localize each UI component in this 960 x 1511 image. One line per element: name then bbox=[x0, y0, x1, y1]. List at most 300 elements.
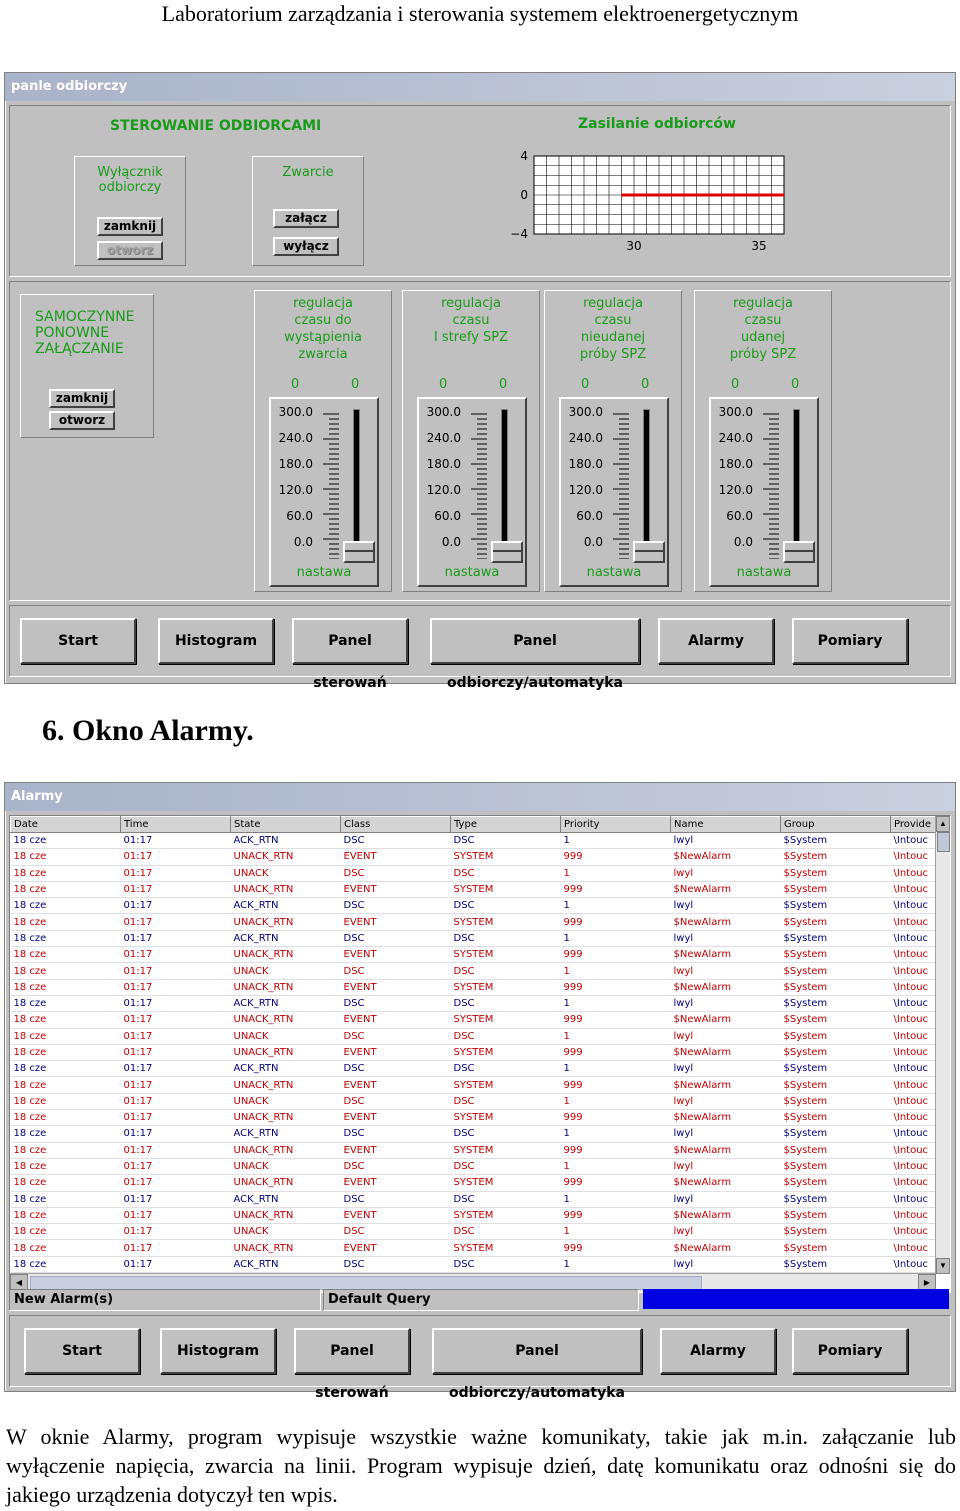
table-cell: 999 bbox=[561, 1142, 671, 1158]
chart-x-tick: 30 bbox=[626, 239, 642, 253]
table-row[interactable] bbox=[11, 1093, 937, 1109]
scroll-up-icon[interactable]: ▲ bbox=[936, 816, 950, 832]
scale-label: 120.0 bbox=[568, 483, 603, 497]
table-cell: 01:17 bbox=[121, 1191, 231, 1207]
table-cell: EVENT bbox=[341, 947, 451, 963]
slider-control[interactable] bbox=[269, 397, 379, 587]
table-row[interactable] bbox=[11, 1044, 937, 1060]
fault-on-button[interactable]: załącz bbox=[273, 209, 339, 228]
alarm-nav-bar bbox=[9, 1315, 951, 1401]
table-cell: 1 bbox=[561, 1126, 671, 1142]
table-cell: DSC bbox=[341, 1028, 451, 1044]
table-cell: 1 bbox=[561, 963, 671, 979]
table-cell: $System bbox=[781, 963, 891, 979]
slider-value-right: 0 bbox=[499, 377, 508, 392]
slider-track bbox=[353, 409, 360, 561]
table-cell: $System bbox=[781, 833, 891, 849]
table-row[interactable] bbox=[11, 1061, 937, 1077]
table-row[interactable] bbox=[11, 1077, 937, 1093]
table-cell: $System bbox=[781, 1256, 891, 1272]
table-cell: \Intouc bbox=[891, 849, 937, 865]
table-cell: 18 cze bbox=[11, 914, 121, 930]
table-row[interactable] bbox=[11, 1224, 937, 1240]
table-cell: SYSTEM bbox=[451, 1240, 561, 1256]
slider-setpoint-label: nastawa bbox=[736, 565, 792, 580]
table-cell: \Intouc bbox=[891, 914, 937, 930]
table-cell: 18 cze bbox=[11, 1012, 121, 1028]
slider-panel-2 bbox=[402, 290, 540, 592]
scale-label: 300.0 bbox=[278, 405, 313, 419]
table-cell: $System bbox=[781, 1207, 891, 1223]
alarm-table-frame bbox=[9, 815, 951, 1293]
table-cell: $System bbox=[781, 849, 891, 865]
table-cell: SYSTEM bbox=[451, 1175, 561, 1191]
table-cell: EVENT bbox=[341, 849, 451, 865]
slider-value-right: 0 bbox=[791, 377, 800, 392]
table-cell: \Intouc bbox=[891, 1256, 937, 1272]
scale-label: 120.0 bbox=[426, 483, 461, 497]
table-cell: 01:17 bbox=[121, 881, 231, 897]
table-cell: $System bbox=[781, 1240, 891, 1256]
slider-value-left: 0 bbox=[439, 377, 448, 392]
col-class-header[interactable]: Class bbox=[341, 817, 451, 833]
table-row[interactable] bbox=[11, 1028, 937, 1044]
table-cell: DSC bbox=[341, 865, 451, 881]
slider-thumb[interactable] bbox=[343, 541, 375, 563]
supply-chart bbox=[504, 150, 784, 270]
table-cell: $NewAlarm bbox=[671, 1240, 781, 1256]
table-cell: EVENT bbox=[341, 1012, 451, 1028]
table-cell: SYSTEM bbox=[451, 1142, 561, 1158]
table-cell: $System bbox=[781, 995, 891, 1011]
table-cell: $System bbox=[781, 1061, 891, 1077]
table-cell: UNACK_RTN bbox=[231, 1175, 341, 1191]
table-cell: \Intouc bbox=[891, 833, 937, 849]
table-cell: 1 bbox=[561, 1093, 671, 1109]
table-cell: 18 cze bbox=[11, 1207, 121, 1223]
spz-box bbox=[20, 294, 154, 438]
table-cell: 999 bbox=[561, 947, 671, 963]
table-cell: 18 cze bbox=[11, 995, 121, 1011]
slider-label: regulacja bbox=[733, 296, 793, 311]
table-cell: ACK_RTN bbox=[231, 995, 341, 1011]
table-cell: UNACK bbox=[231, 1158, 341, 1174]
vertical-scrollbar[interactable] bbox=[935, 816, 950, 1274]
spz-label-1: SAMOCZYNNE bbox=[35, 309, 135, 325]
slider-label: regulacja bbox=[583, 296, 643, 311]
table-cell: ACK_RTN bbox=[231, 1191, 341, 1207]
chart-y-tick: −4 bbox=[510, 227, 528, 241]
table-cell: DSC bbox=[341, 1224, 451, 1240]
table-cell: 18 cze bbox=[11, 1256, 121, 1272]
table-cell: 01:17 bbox=[121, 1224, 231, 1240]
table-cell: UNACK_RTN bbox=[231, 1077, 341, 1093]
table-cell: $System bbox=[781, 1142, 891, 1158]
slider-thumb[interactable] bbox=[633, 541, 665, 563]
slider-track bbox=[793, 409, 800, 561]
table-cell: $NewAlarm bbox=[671, 979, 781, 995]
table-row[interactable] bbox=[11, 1158, 937, 1174]
slider-label: I strefy SPZ bbox=[433, 330, 509, 345]
status-new-alarms: New Alarm(s) bbox=[9, 1289, 321, 1311]
scale-label: 180.0 bbox=[568, 457, 603, 471]
table-row[interactable] bbox=[11, 898, 937, 914]
nav-control-panel-button[interactable]: Panel sterowań bbox=[292, 618, 408, 664]
slider-panel-3 bbox=[544, 290, 682, 592]
table-cell: 999 bbox=[561, 881, 671, 897]
table-cell: 18 cze bbox=[11, 1077, 121, 1093]
table-cell: lwyl bbox=[671, 898, 781, 914]
slider-control[interactable] bbox=[417, 397, 527, 587]
table-row[interactable] bbox=[11, 963, 937, 979]
table-cell: $NewAlarm bbox=[671, 914, 781, 930]
table-cell: UNACK_RTN bbox=[231, 1207, 341, 1223]
table-cell: 18 cze bbox=[11, 963, 121, 979]
table-cell: 999 bbox=[561, 914, 671, 930]
slider-control[interactable] bbox=[559, 397, 669, 587]
table-cell: \Intouc bbox=[891, 881, 937, 897]
scroll-down-icon[interactable]: ▼ bbox=[936, 1258, 950, 1274]
slider-control[interactable] bbox=[709, 397, 819, 587]
table-cell: SYSTEM bbox=[451, 914, 561, 930]
col-name-header[interactable]: Name bbox=[671, 817, 781, 833]
table-cell: 999 bbox=[561, 1012, 671, 1028]
table-cell: 18 cze bbox=[11, 1142, 121, 1158]
table-cell: $NewAlarm bbox=[671, 849, 781, 865]
scale-label: 240.0 bbox=[278, 431, 313, 445]
table-cell: $System bbox=[781, 1158, 891, 1174]
table-cell: $System bbox=[781, 1191, 891, 1207]
table-row[interactable] bbox=[11, 979, 937, 995]
description-paragraph: W oknie Alarmy, program wypisuje wszystkie ważne komunikaty, takie jak m.in. załączanie lub wyłączenie napięcia, zwarcia na linii. Program wypisuje dzień, datę komunikatu oraz odnośni się do jakiego urządzenia dotyczył ten wpis. bbox=[6, 1424, 956, 1507]
table-row[interactable] bbox=[11, 833, 937, 849]
table-cell: 01:17 bbox=[121, 1142, 231, 1158]
table-cell: SYSTEM bbox=[451, 1077, 561, 1093]
panel-window bbox=[4, 72, 956, 691]
table-cell: 01:17 bbox=[121, 1256, 231, 1272]
table-cell: 18 cze bbox=[11, 1224, 121, 1240]
table-cell: ACK_RTN bbox=[231, 930, 341, 946]
slider-value-right: 0 bbox=[641, 377, 650, 392]
breaker-open-button[interactable]: otworz bbox=[97, 241, 163, 260]
slider-label: wystąpienia bbox=[284, 330, 362, 345]
table-cell: UNACK bbox=[231, 1224, 341, 1240]
table-cell: 18 cze bbox=[11, 979, 121, 995]
table-cell: SYSTEM bbox=[451, 1110, 561, 1126]
table-cell: 01:17 bbox=[121, 947, 231, 963]
slider-setpoint-label: nastawa bbox=[586, 565, 642, 580]
table-cell: DSC bbox=[451, 1191, 561, 1207]
table-cell: 1 bbox=[561, 865, 671, 881]
table-cell: 18 cze bbox=[11, 1126, 121, 1142]
table-cell: DSC bbox=[341, 1061, 451, 1077]
chart-title: Zasilanie odbiorców bbox=[578, 116, 736, 132]
table-cell: 01:17 bbox=[121, 1061, 231, 1077]
slider-thumb[interactable] bbox=[491, 541, 523, 563]
table-cell: 18 cze bbox=[11, 1158, 121, 1174]
alarm-window-title: Alarmy bbox=[5, 783, 955, 811]
slider-ticks bbox=[321, 409, 341, 559]
slider-ticks bbox=[761, 409, 781, 559]
table-cell: $System bbox=[781, 1126, 891, 1142]
table-cell: \Intouc bbox=[891, 898, 937, 914]
table-cell: 01:17 bbox=[121, 1012, 231, 1028]
table-cell: 1 bbox=[561, 833, 671, 849]
table-cell: lwyl bbox=[671, 1028, 781, 1044]
table-cell: $System bbox=[781, 1110, 891, 1126]
table-cell: 18 cze bbox=[11, 930, 121, 946]
table-cell: 1 bbox=[561, 1061, 671, 1077]
table-row[interactable] bbox=[11, 930, 937, 946]
table-cell: 1 bbox=[561, 1028, 671, 1044]
table-cell: DSC bbox=[451, 1093, 561, 1109]
table-cell: lwyl bbox=[671, 995, 781, 1011]
table-cell: lwyl bbox=[671, 1224, 781, 1240]
table-row[interactable] bbox=[11, 881, 937, 897]
table-cell: 1 bbox=[561, 930, 671, 946]
status-bar bbox=[9, 1289, 949, 1311]
table-cell: ACK_RTN bbox=[231, 898, 341, 914]
table-cell: $System bbox=[781, 1175, 891, 1191]
scroll-thumb[interactable] bbox=[937, 832, 950, 852]
table-cell: DSC bbox=[451, 833, 561, 849]
table-cell: 01:17 bbox=[121, 1175, 231, 1191]
table-cell: 01:17 bbox=[121, 1110, 231, 1126]
table-row[interactable] bbox=[11, 947, 937, 963]
table-cell: $System bbox=[781, 898, 891, 914]
fault-label: Zwarcie bbox=[282, 165, 334, 180]
table-cell: 1 bbox=[561, 1256, 671, 1272]
slider-setpoint-label: nastawa bbox=[296, 565, 352, 580]
table-cell: DSC bbox=[341, 1191, 451, 1207]
table-cell: 18 cze bbox=[11, 898, 121, 914]
scale-label: 240.0 bbox=[568, 431, 603, 445]
table-row[interactable] bbox=[11, 1126, 937, 1142]
table-cell: \Intouc bbox=[891, 1240, 937, 1256]
h-scroll-thumb[interactable] bbox=[30, 1276, 702, 1290]
table-row[interactable] bbox=[11, 1110, 937, 1126]
table-cell: 999 bbox=[561, 1077, 671, 1093]
table-cell: $System bbox=[781, 1077, 891, 1093]
table-cell: EVENT bbox=[341, 979, 451, 995]
table-cell: 999 bbox=[561, 979, 671, 995]
table-cell: UNACK_RTN bbox=[231, 1110, 341, 1126]
slider-label: czasu bbox=[452, 313, 490, 328]
slider-label: regulacja bbox=[293, 296, 353, 311]
slider-value-left: 0 bbox=[731, 377, 740, 392]
table-cell: 18 cze bbox=[11, 865, 121, 881]
scale-label: 180.0 bbox=[426, 457, 461, 471]
table-cell: SYSTEM bbox=[451, 1207, 561, 1223]
slider-label: czasu bbox=[744, 313, 782, 328]
alarm-nav-control-panel-button[interactable]: Panel sterowań bbox=[294, 1328, 410, 1374]
table-row[interactable] bbox=[11, 1240, 937, 1256]
col-time-header[interactable]: Time bbox=[121, 817, 231, 833]
table-cell: 999 bbox=[561, 1110, 671, 1126]
scale-label: 60.0 bbox=[286, 509, 313, 523]
table-cell: 999 bbox=[561, 849, 671, 865]
alarm-nav-receiver-panel-button[interactable]: Panel odbiorczy/automatyka bbox=[432, 1328, 642, 1374]
table-cell: $NewAlarm bbox=[671, 1077, 781, 1093]
nav-start-button[interactable]: Start bbox=[20, 618, 136, 664]
table-cell: lwyl bbox=[671, 930, 781, 946]
table-cell: $System bbox=[781, 930, 891, 946]
alarm-nav-alarms-button[interactable]: Alarmy bbox=[660, 1328, 776, 1374]
table-cell: UNACK_RTN bbox=[231, 881, 341, 897]
table-row[interactable] bbox=[11, 1012, 937, 1028]
document-header: Laboratorium zarządzania i sterowania systemem elektroenergetycznym bbox=[161, 1, 799, 26]
table-cell: lwyl bbox=[671, 1061, 781, 1077]
table-cell: DSC bbox=[451, 930, 561, 946]
scale-label: 60.0 bbox=[726, 509, 753, 523]
col-type-header[interactable]: Type bbox=[451, 817, 561, 833]
table-cell: \Intouc bbox=[891, 1142, 937, 1158]
scale-label: 240.0 bbox=[426, 431, 461, 445]
slider-value-left: 0 bbox=[581, 377, 590, 392]
table-cell: lwyl bbox=[671, 833, 781, 849]
table-row[interactable] bbox=[11, 849, 937, 865]
table-cell: lwyl bbox=[671, 1093, 781, 1109]
table-cell: 999 bbox=[561, 1240, 671, 1256]
table-cell: $System bbox=[781, 865, 891, 881]
table-cell: EVENT bbox=[341, 1142, 451, 1158]
slider-label: czasu do bbox=[294, 313, 352, 328]
table-cell: 01:17 bbox=[121, 979, 231, 995]
col-group-header[interactable]: Group bbox=[781, 817, 891, 833]
table-cell: 01:17 bbox=[121, 1044, 231, 1060]
table-cell: \Intouc bbox=[891, 1061, 937, 1077]
slider-label: czasu bbox=[594, 313, 632, 328]
table-row[interactable] bbox=[11, 1207, 937, 1223]
scroll-left-icon[interactable]: ◀ bbox=[10, 1274, 28, 1292]
table-row[interactable] bbox=[11, 1256, 937, 1272]
table-cell: EVENT bbox=[341, 914, 451, 930]
status-query: Default Query bbox=[323, 1289, 639, 1311]
table-cell: $NewAlarm bbox=[671, 1012, 781, 1028]
table-cell: \Intouc bbox=[891, 865, 937, 881]
col-priority-header[interactable]: Priority bbox=[561, 817, 671, 833]
table-cell: 01:17 bbox=[121, 833, 231, 849]
nav-histogram-button[interactable]: Histogram bbox=[158, 618, 274, 664]
table-cell: lwyl bbox=[671, 1256, 781, 1272]
table-row[interactable] bbox=[11, 1142, 937, 1158]
table-cell: 18 cze bbox=[11, 849, 121, 865]
table-cell: DSC bbox=[341, 1093, 451, 1109]
table-row[interactable] bbox=[11, 1191, 937, 1207]
table-cell: \Intouc bbox=[891, 1110, 937, 1126]
table-cell: 01:17 bbox=[121, 849, 231, 865]
scale-label: 300.0 bbox=[718, 405, 753, 419]
table-cell: lwyl bbox=[671, 1191, 781, 1207]
scale-label: 180.0 bbox=[718, 457, 753, 471]
table-cell: $NewAlarm bbox=[671, 1044, 781, 1060]
table-cell: \Intouc bbox=[891, 1158, 937, 1174]
nav-alarms-button[interactable]: Alarmy bbox=[658, 618, 774, 664]
table-cell: DSC bbox=[451, 1126, 561, 1142]
table-cell: 01:17 bbox=[121, 1093, 231, 1109]
table-cell: lwyl bbox=[671, 1126, 781, 1142]
table-cell: 01:17 bbox=[121, 1126, 231, 1142]
table-cell: EVENT bbox=[341, 1044, 451, 1060]
table-cell: \Intouc bbox=[891, 1028, 937, 1044]
alarm-table bbox=[10, 816, 936, 1274]
col-provider-header[interactable]: Provide bbox=[891, 817, 937, 833]
table-cell: SYSTEM bbox=[451, 1012, 561, 1028]
table-row[interactable] bbox=[11, 865, 937, 881]
breaker-close-button[interactable]: zamknij bbox=[97, 217, 163, 236]
table-cell: ACK_RTN bbox=[231, 833, 341, 849]
scale-label: 60.0 bbox=[576, 509, 603, 523]
scale-label: 0.0 bbox=[441, 535, 461, 549]
table-cell: $System bbox=[781, 881, 891, 897]
scale-label: 0.0 bbox=[583, 535, 603, 549]
alarm-nav-histogram-button[interactable]: Histogram bbox=[160, 1328, 276, 1374]
fault-off-button[interactable]: wyłącz bbox=[273, 237, 339, 256]
table-cell: $System bbox=[781, 979, 891, 995]
table-cell: $System bbox=[781, 1044, 891, 1060]
spz-open-button[interactable]: otworz bbox=[49, 411, 115, 430]
table-cell: 01:17 bbox=[121, 1028, 231, 1044]
slider-label: próby SPZ bbox=[579, 347, 647, 362]
alarm-nav-measurements-button[interactable]: Pomiary bbox=[792, 1328, 908, 1374]
section-heading: 6. Okno Alarmy. bbox=[42, 714, 254, 747]
scale-label: 180.0 bbox=[278, 457, 313, 471]
breaker-label-2: odbiorczy bbox=[98, 180, 162, 195]
table-row[interactable] bbox=[11, 995, 937, 1011]
table-cell: \Intouc bbox=[891, 1191, 937, 1207]
table-cell: lwyl bbox=[671, 1158, 781, 1174]
table-row[interactable] bbox=[11, 914, 937, 930]
table-cell: \Intouc bbox=[891, 1224, 937, 1240]
table-cell: 01:17 bbox=[121, 914, 231, 930]
table-cell: 01:17 bbox=[121, 930, 231, 946]
fault-box bbox=[252, 156, 364, 266]
table-cell: DSC bbox=[451, 1158, 561, 1174]
table-cell: 18 cze bbox=[11, 1044, 121, 1060]
table-cell: UNACK_RTN bbox=[231, 979, 341, 995]
table-cell: 999 bbox=[561, 1207, 671, 1223]
table-cell: 01:17 bbox=[121, 1240, 231, 1256]
table-cell: UNACK_RTN bbox=[231, 947, 341, 963]
scale-label: 240.0 bbox=[718, 431, 753, 445]
table-cell: $NewAlarm bbox=[671, 881, 781, 897]
table-cell: \Intouc bbox=[891, 1093, 937, 1109]
nav-bar bbox=[9, 605, 951, 691]
table-cell: $NewAlarm bbox=[671, 1207, 781, 1223]
scroll-right-icon[interactable]: ▶ bbox=[918, 1274, 936, 1292]
spz-close-button[interactable]: zamknij bbox=[49, 389, 115, 408]
table-cell: ACK_RTN bbox=[231, 1061, 341, 1077]
col-state-header[interactable]: State bbox=[231, 817, 341, 833]
table-cell: DSC bbox=[451, 898, 561, 914]
control-section bbox=[9, 105, 951, 277]
table-cell: 18 cze bbox=[11, 1191, 121, 1207]
nav-receiver-panel-button[interactable]: Panel odbiorczy/automatyka bbox=[430, 618, 640, 664]
slider-label: regulacja bbox=[441, 296, 501, 311]
col-date-header[interactable]: Date bbox=[11, 817, 121, 833]
table-cell: DSC bbox=[341, 1158, 451, 1174]
slider-ticks bbox=[469, 409, 489, 559]
alarm-nav-start-button[interactable]: Start bbox=[24, 1328, 140, 1374]
table-cell: \Intouc bbox=[891, 1207, 937, 1223]
nav-measurements-button[interactable]: Pomiary bbox=[792, 618, 908, 664]
table-cell: DSC bbox=[451, 1256, 561, 1272]
scale-label: 300.0 bbox=[568, 405, 603, 419]
table-cell: DSC bbox=[341, 1126, 451, 1142]
table-cell: $NewAlarm bbox=[671, 947, 781, 963]
slider-thumb[interactable] bbox=[783, 541, 815, 563]
table-row[interactable] bbox=[11, 1175, 937, 1191]
